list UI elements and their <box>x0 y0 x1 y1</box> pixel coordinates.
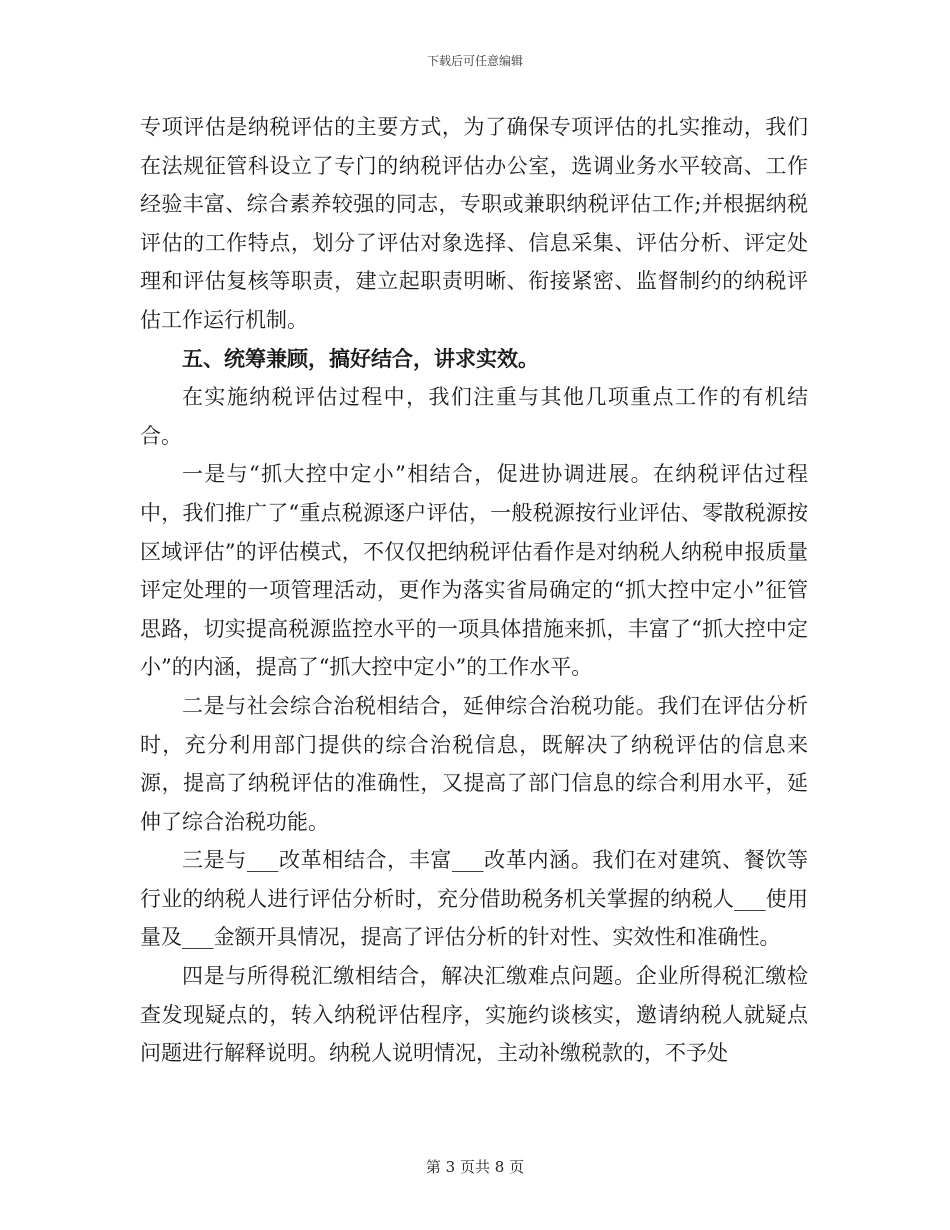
paragraph-integration-intro: 在实施纳税评估过程中，我们注重与其他几项重点工作的有机结合。 <box>140 385 808 448</box>
document-body <box>140 108 808 1073</box>
paragraph-point-four: 四是与所得税汇缴相结合，解决汇缴难点问题。企业所得税汇缴检查发现疑点的，转入纳税评估程序，实施约谈核实，邀请纳税人就疑点问题进行解释说明。纳税人说明情况，主动补缴税款的，不予处 <box>140 964 808 1066</box>
paragraph-point-two: 二是与社会综合治税相结合，延伸综合治税功能。我们在评估分析时，充分利用部门提供的综合治税信息，既解决了纳税评估的信息来源，提高了纳税评估的准确性，又提高了部门信息的综合利用水平，延伸了综合治税功能。 <box>140 693 808 834</box>
paragraph-point-three: 三是与___改革相结合，丰富___改革内涵。我们在对建筑、餐饮等行业的纳税人进行评估分析时，充分借助税务机关掌握的纳税人___使用量及___金额开具情况，提高了评估分析的针对性、实效性和准确性。 <box>140 848 808 950</box>
paragraph-specialized-assessment: 专项评估是纳税评估的主要方式，为了确保专项评估的扎实推动，我们在法规征管科设立了专门的纳税评估办公室，选调业务水平较高、工作经验丰富、综合素养较强的同志，专职或兼职纳税评估工作;并根据纳税评估的工作特点，划分了评估对象选择、信息采集、评估分析、评定处理和评估复核等职责，建立起职责明晰、衔接紧密、监督制约的纳税评估工作运行机制。 <box>140 115 808 332</box>
paragraph-point-one: 一是与“抓大控中定小”相结合，促进协调进展。在纳税评估过程中，我们推广了“重点税源逐户评估，一般税源按行业评估、零散税源按区域评估”的评估模式，不仅仅把纳税评估看作是对纳税人纳税申报质量评定处理的一项管理活动，更作为落实省局确定的“抓大控中定小”征管思路，切实提高税源监控水平的一项具体措施来抓，丰富了“抓大控中定小”的内涵，提高了“抓大控中定小”的工作水平。 <box>140 462 808 680</box>
section-heading-five: 五、统筹兼顾，搞好结合，讲求实效。 <box>182 345 539 371</box>
page-footer: 第 3 页共 8 页 <box>425 1158 525 1176</box>
page-header: 下载后可任意编辑 <box>426 54 523 68</box>
